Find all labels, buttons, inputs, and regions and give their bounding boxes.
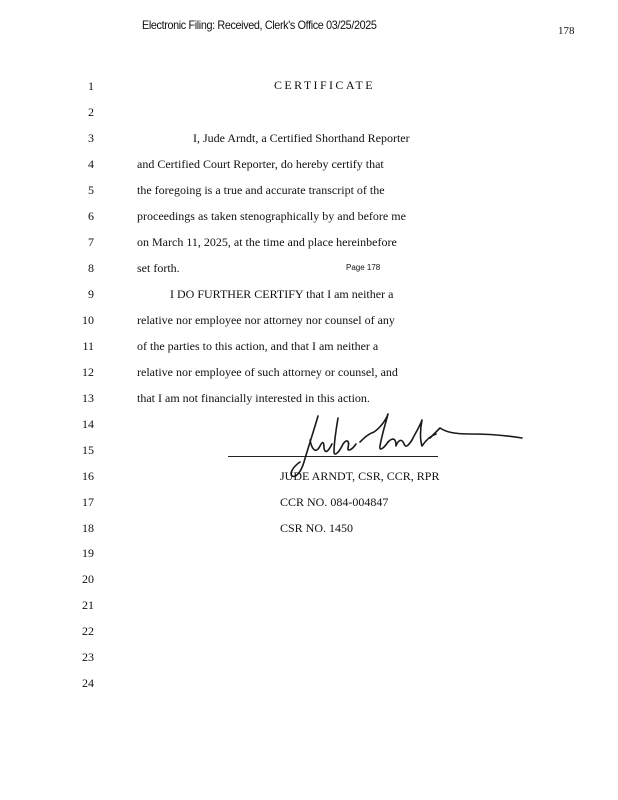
page-number: 178 [558,25,575,37]
line-number: 6 [88,209,94,223]
signer-name: JUDE ARNDT, CSR, CCR, RPR [280,469,440,483]
certificate-text-line: relative nor employee nor attorney nor counsel of any [137,313,395,327]
certificate-text-line: I, Jude Arndt, a Certified Shorthand Reporter [193,131,410,145]
page-marker: Page 178 [346,263,381,272]
line-number: 5 [88,183,94,197]
certificate-text-line: and Certified Court Reporter, do hereby certify that [137,157,384,171]
line-number: 15 [82,443,94,457]
certificate-text-line: proceedings as taken stenographically by and before me [137,209,406,223]
line-number: 1 [88,79,94,93]
line-number: 16 [82,469,94,483]
line-number: 18 [82,521,94,535]
certificate-text-line: of the parties to this action, and that I am neither a [137,339,379,353]
line-number: 9 [88,287,94,301]
line-number: 10 [82,313,94,327]
certificate-text-line: the foregoing is a true and accurate transcript of the [137,183,385,197]
csr-number: CSR NO. 1450 [280,521,354,535]
line-number: 12 [82,365,94,379]
line-number: 8 [88,261,94,275]
ccr-number: CCR NO. 084-004847 [280,495,389,509]
certificate-text-line: on March 11, 2025, at the time and place hereinbefore [137,235,397,249]
certificate-title: CERTIFICATE [274,78,376,92]
line-number: 24 [82,676,94,690]
line-number: 17 [82,495,94,509]
certificate-text-line: set forth. [137,261,180,275]
certificate-text-line: I DO FURTHER CERTIFY that I am neither a [170,287,394,301]
certificate-text-line: relative nor employee of such attorney or counsel, and [137,365,398,379]
line-number: 13 [82,391,94,405]
line-number: 2 [88,105,94,119]
line-number: 4 [88,157,94,171]
line-number: 11 [82,339,94,353]
line-number: 21 [82,598,94,612]
line-number: 3 [88,131,94,145]
line-number: 19 [82,546,94,560]
certificate-text-line: that I am not financially interested in this action. [137,391,370,405]
line-number: 7 [88,235,94,249]
line-number: 14 [82,417,94,431]
line-number: 22 [82,624,94,638]
filing-header: Electronic Filing: Received, Clerk's Office 03/25/2025 [142,18,377,32]
line-number: 23 [82,650,94,664]
line-number: 20 [82,572,94,586]
